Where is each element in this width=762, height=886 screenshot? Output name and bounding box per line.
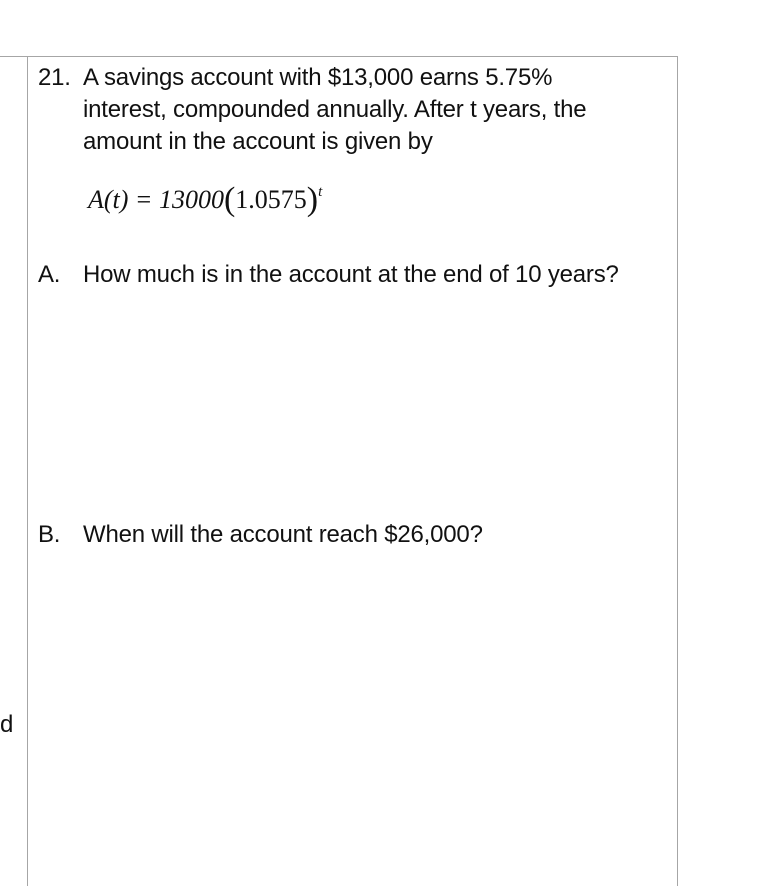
formula-lhs: A(t) = 13000: [88, 185, 224, 214]
compound-interest-formula: [88, 172, 322, 220]
formula-base: 1.0575: [235, 185, 307, 214]
part-a-text: How much is in the account at the end of 10 years?: [83, 261, 619, 288]
question-line-3: amount in the account is given by: [83, 128, 433, 155]
part-b-letter: B.: [38, 521, 61, 548]
part-a-letter: A.: [38, 261, 61, 288]
question-number: 21.: [38, 64, 71, 91]
question-line-1: A savings account with $13,000 earns 5.75%: [83, 64, 553, 91]
left-cell-border: [0, 56, 27, 57]
formula-exponent: t: [318, 184, 323, 200]
formula-open-paren: (: [223, 181, 236, 218]
formula-close-paren: ): [306, 181, 319, 218]
question-line-2: interest, compounded annually. After t years, the: [83, 96, 587, 123]
margin-text-fragment: d: [0, 711, 14, 738]
part-b-text: When will the account reach $26,000?: [83, 521, 483, 548]
